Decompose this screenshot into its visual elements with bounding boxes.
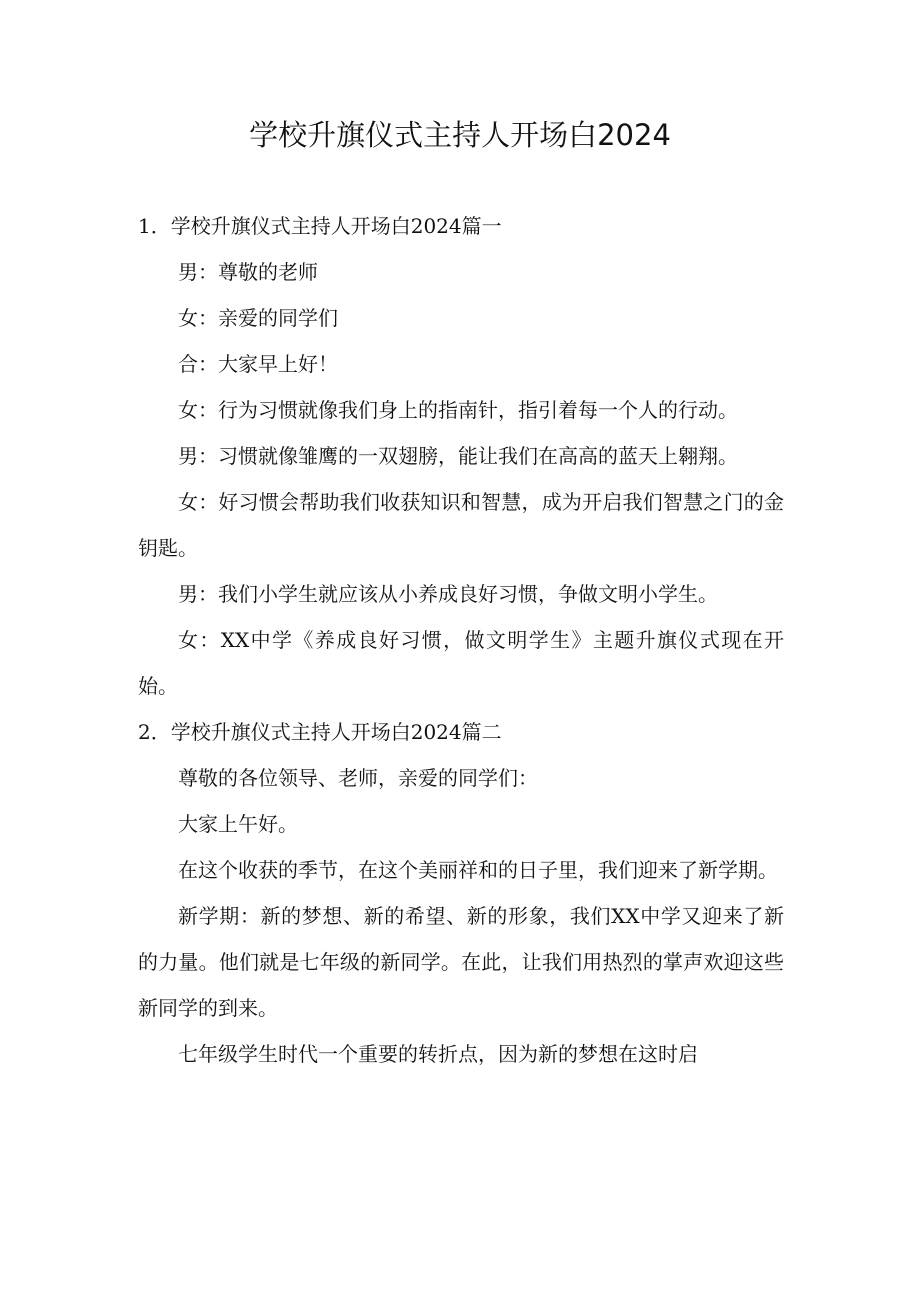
paragraph: 女：XX中学《养成良好习惯，做文明学生》主题升旗仪式现在开始。 bbox=[138, 628, 784, 698]
paragraph: 女：亲爱的同学们 bbox=[178, 306, 338, 330]
paragraph: 女：好习惯会帮助我们收获知识和智慧，成为开启我们智慧之门的金钥匙。 bbox=[138, 490, 784, 560]
paragraph: 男：我们小学生就应该从小养成良好习惯，争做文明小学生。 bbox=[178, 582, 718, 606]
paragraph: 男：尊敬的老师 bbox=[178, 260, 318, 284]
paragraph: 合：大家早上好！ bbox=[178, 352, 338, 376]
paragraph: 新学期：新的梦想、新的希望、新的形象，我们XX中学又迎来了新的力量。他们就是七年级的新同学。在此，让我们用热烈的掌声欢迎这些新同学的到来。 bbox=[138, 904, 784, 1020]
paragraph: 女：行为习惯就像我们身上的指南针，指引着每一个人的行动。 bbox=[178, 398, 738, 422]
section-heading-2: 2．学校升旗仪式主持人开场白2024篇二 bbox=[138, 720, 502, 744]
document-body bbox=[138, 203, 784, 1077]
paragraph: 男：习惯就像雏鹰的一双翅膀，能让我们在高高的蓝天上翱翔。 bbox=[178, 444, 738, 468]
document-title: 学校升旗仪式主持人开场白2024 bbox=[249, 118, 671, 152]
section-heading-1: 1．学校升旗仪式主持人开场白2024篇一 bbox=[138, 214, 502, 238]
paragraph: 尊敬的各位领导、老师，亲爱的同学们： bbox=[178, 766, 538, 790]
paragraph: 在这个收获的季节，在这个美丽祥和的日子里，我们迎来了新学期。 bbox=[178, 858, 778, 882]
paragraph: 大家上午好。 bbox=[178, 812, 298, 836]
paragraph: 七年级学生时代一个重要的转折点，因为新的梦想在这时启 bbox=[178, 1042, 698, 1066]
